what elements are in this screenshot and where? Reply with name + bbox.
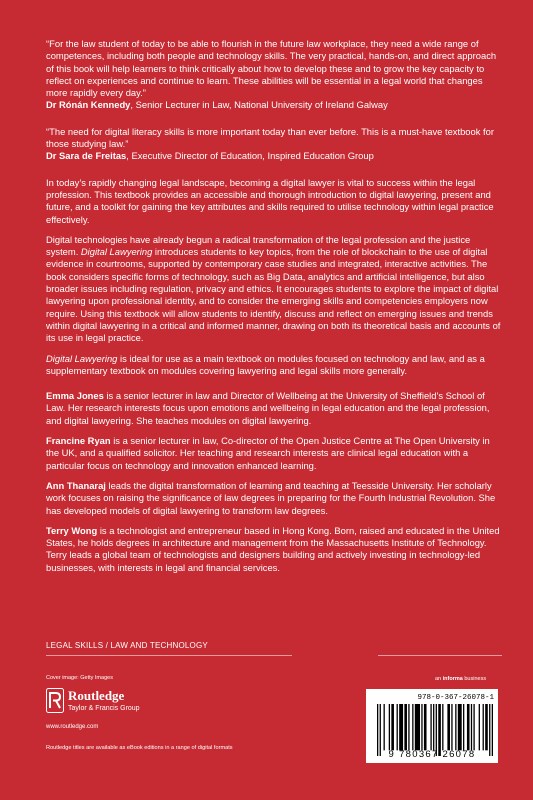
description-paragraph-2: Digital technologies have already begun a radical transformation of the legal profession and the justice system. Digital Lawyering introduces students to key topics, from the role of blockchain to the use of digital evidence in courtrooms, supported by contemporary case studies and integrated, interactive activities. The book considers specific forms of technology, such as Big Data, analytics and artificial intelligence, but also broader issues including regulation, privacy and ethics. It encourages students to explore the impact of digital lawyering upon professional identity, and to consider the emerging skills and competencies employers now require. Using this textbook will allow students to identify, discuss and reflect on emerging issues and trends within digital lawyering in a critical and informed manner, drawing on both its theoretical basis and accounts of its use in legal practice. (46, 233, 501, 344)
quote-attribution (46, 99, 502, 111)
divider-line (46, 655, 292, 656)
barcode-bar (389, 704, 390, 750)
barcode-bar (433, 704, 434, 750)
barcode-bar (412, 704, 413, 750)
author-bios (46, 390, 502, 574)
author-name: Terry Wong (46, 524, 98, 536)
description-paragraph-1: In today’s rapidly changing legal landscape, becoming a digital lawyer is vital to success within the legal profession. This textbook provides an accessible and thorough introduction to digital lawyering, present and future, and a toolkit for gaining the key attributes and skills required to utilise technology within legal practice effectively. (46, 176, 494, 225)
cover-text-area (46, 38, 502, 582)
publisher-logo (46, 687, 196, 715)
isbn-number: 978-0-367-26078-1 (417, 694, 494, 702)
barcode-digits: 9 780367 26078 (388, 749, 476, 760)
author-bio: Francine Ryan is a senior lecturer in law, Co-director of the Open Justice Centre at The Open University in the UK, and a qualified solicitor. Her teaching and research interests are clinical legal education with a particular focus on technology and innovation enhanced learning. (46, 435, 490, 471)
quote-text: “The need for digital literacy skills is more important today than ever before. This is a must-have textbook for those studying law.” (46, 125, 494, 150)
publisher-website: www.routledge.com (46, 724, 99, 730)
isbn-barcode (366, 689, 498, 763)
subject-category: LEGAL SKILLS / LAW AND TECHNOLOGY (46, 641, 208, 650)
barcode-bar (485, 704, 488, 750)
barcode-bar (442, 704, 443, 750)
barcode-bar (473, 704, 474, 750)
author-bio: Emma Jones is a senior lecturer in law and Director of Wellbeing at the University of Sheffield’s School of Law. Her research interests focus upon emotions and wellbeing in legal education and the legal profession, and digital lawyering. She teaches modules on digital lawyering. (46, 390, 490, 426)
barcode-bar (415, 704, 420, 750)
author-bio: Terry Wong is a technologist and entrepreneur based in Hong Kong. Born, raised and educated in the United States, he holds degrees in architecture and management from the Massachusetts Institute of Technology. Terry leads a global team of technologists and designers building and actively investing in technology-led businesses, with interests in legal and financial services. (46, 524, 500, 573)
endorsement-quote-1 (46, 38, 502, 112)
divider-line (378, 655, 502, 656)
cover-image-credit: Cover image: Getty Images (46, 675, 113, 681)
barcode-bar (391, 704, 394, 750)
barcode-bar (483, 704, 484, 750)
quote-author: Dr Rónán Kennedy (46, 99, 131, 111)
quote-text: “For the law student of today to be able to flourish in the future law workplace, they need a wide range of competences, including both people and technology skills. The very practical, hands-on, and direct approach of this book will help learners to think critically about how to develop these and to grow the key capacity to reflect on experiences and continue to learn. These abilities will be essential in a legal world that changes more rapidly every day.” (46, 38, 497, 99)
publisher-group: Taylor & Francis Group (68, 705, 140, 712)
author-name: Francine Ryan (46, 435, 111, 447)
barcode-bar (471, 704, 472, 750)
barcode-bar (408, 704, 409, 750)
quote-role: , Executive Director of Education, Inspired Education Group (126, 150, 374, 162)
barcode-bar (455, 704, 456, 750)
quote-role: , Senior Lecturer in Law, National University of Ireland Galway (130, 99, 388, 111)
book-title-italic: Digital Lawyering (46, 352, 118, 364)
barcode-bar (404, 704, 407, 750)
barcode-bar (447, 704, 450, 750)
publisher-name: Routledge (68, 688, 125, 703)
barcode-bar (467, 704, 470, 750)
barcode-bar (430, 704, 431, 750)
barcode-bar (384, 704, 385, 750)
barcode-bar (399, 704, 403, 750)
barcode-bar (421, 704, 422, 750)
endorsement-quote-2 (46, 126, 502, 163)
ebook-note: Routledge titles are available as eBook editions in a range of digital formats (46, 745, 233, 751)
barcode-bar (397, 704, 398, 750)
barcode-bar (458, 704, 462, 750)
description-paragraph-3: Digital Lawyering is ideal for use as a main textbook on modules focused on technology and law, and as a supplementary textbook on modules covering lawyering and legal skills more generally. (46, 352, 485, 376)
author-name: Emma Jones (46, 390, 104, 402)
quote-author: Dr Sara de Freitas (46, 150, 127, 162)
book-title-italic: Digital Lawyering (80, 246, 153, 258)
barcode-bar (479, 704, 480, 750)
quote-attribution (46, 150, 502, 162)
routledge-r-icon (46, 688, 64, 713)
barcode-bar (463, 704, 464, 750)
author-name: Ann Thanaraj (46, 479, 106, 491)
barcode-bar (424, 704, 427, 750)
informa-business-tag: an informa business (435, 676, 487, 682)
author-bio: Ann Thanaraj leads the digital transformation of learning and teaching at Teesside University. Her scholarly work focuses on raising the significance of law degrees in preparing for the Fourth Industrial Revolution. She has developed models of digital lawyering to transform law degrees. (46, 479, 496, 516)
barcode-bar (451, 704, 452, 750)
